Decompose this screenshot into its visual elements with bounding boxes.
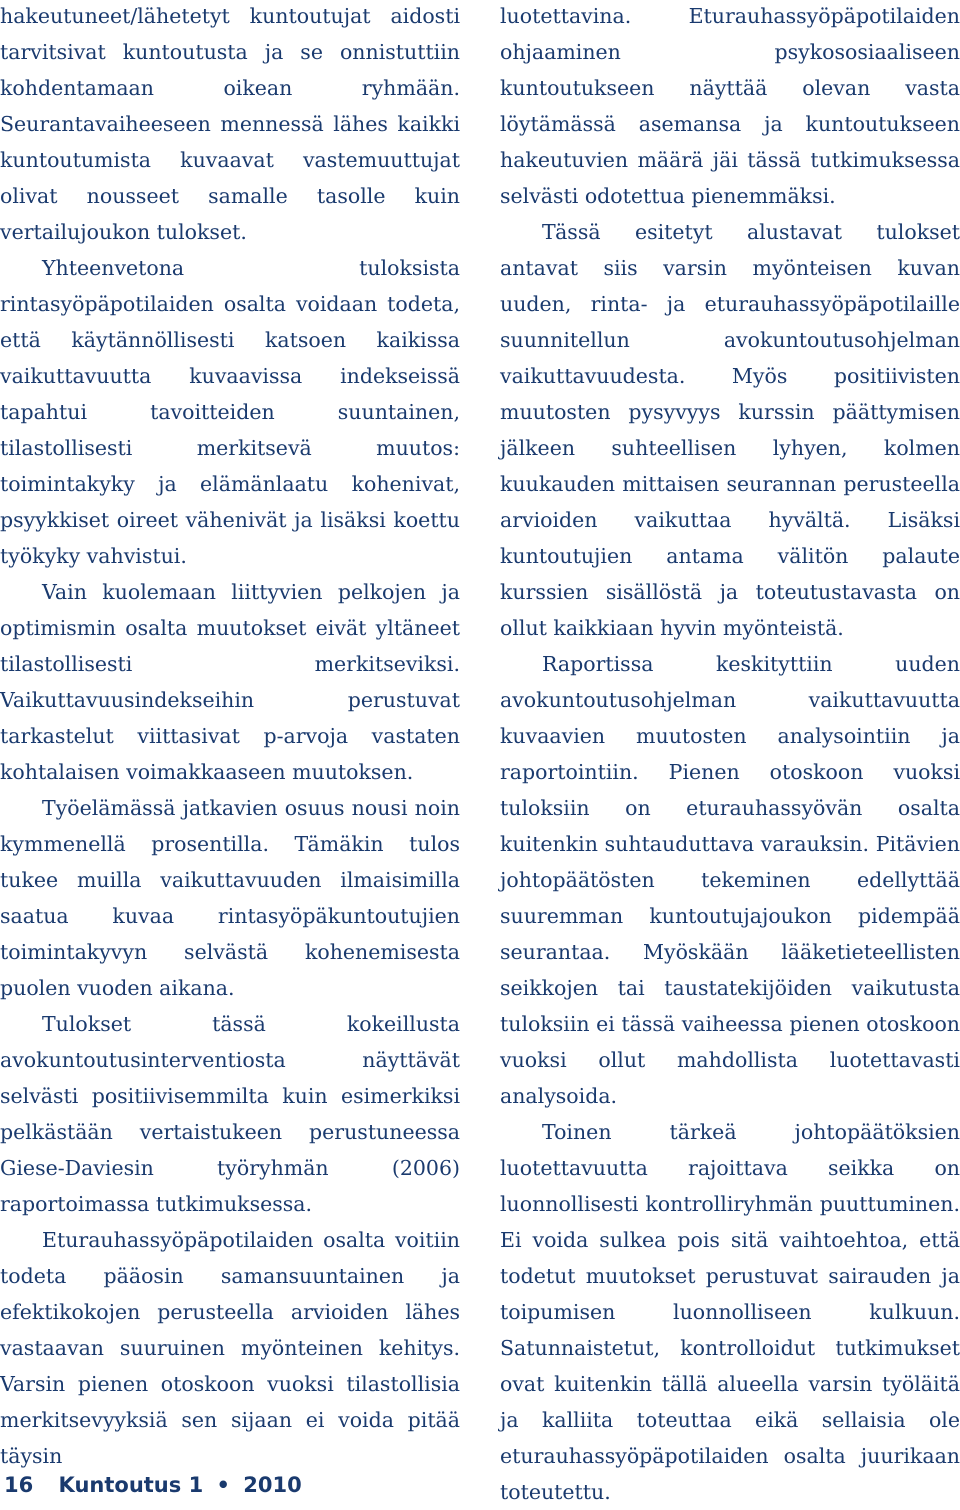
paragraph: Eturauhassyöpäpotilaiden osalta voitiin todeta pääosin samansuuntainen ja efektikokojen perusteella arvioiden lähes vastaavan suuruinen myönteinen kehitys. Varsin pienen otoskoon vuoksi tilastollisia merkitsevyyksiä sen sijaan ei voida pitää täysin <box>0 1228 460 1468</box>
paragraph: Raportissa keskityttiin uuden avokuntoutusohjelman vaikuttavuutta kuvaavien muutosten analysointiin ja raportointiin. Pienen otoskoon vuoksi tuloksiin on eturauhassyövän osalta kuitenkin suhtauduttava varauksin. Pitävien johtopäätösten tekeminen edellyttää suuremman kuntoutujajoukon pidempää seurantaa. Myöskään lääketieteellisten seikkojen tai taustatekijöiden vaikutusta tuloksiin ei tässä vaiheessa pienen otoskoon vuoksi ollut mahdollista luotettavasti analysoida. <box>500 652 960 1108</box>
bullet-separator: • <box>216 1473 230 1497</box>
paragraph: Tässä esitetyt alustavat tulokset antavat siis varsin myönteisen kuvan uuden, rinta- ja eturauhassyöpäpotilaille suunnitellun avokuntoutusohjelman vaikuttavuudesta. Myös positiivisten muutosten pysyvyys kurssin päättymisen jälkeen suhteellisen lyhyen, kolmen kuukauden mittaisen seurannan perusteella arvioiden vaikuttaa hyvältä. Lisäksi kuntoutujien antama välitön palaute kurssien sisällöstä ja toteutustavasta on ollut kaikkiaan hyvin myönteistä. <box>500 220 960 640</box>
paragraph: Toinen tärkeä johtopäätöksien luotettavuutta rajoittava seikka on luonnollisesti kontrolliryhmän puuttuminen. Ei voida sulkea pois sitä vaihtoehtoa, että todetut muutokset perustuvat sairauden ja toipumisen luonnolliseen kulkuun. Satunnaistetut, kontrolloidut tutkimukset ovat kuitenkin tällä alueella varsin työläitä ja kalliita toteuttaa eikä sellaisia ole eturauhassyöpäpotilaiden osalta juurikaan toteutettu. <box>500 1120 960 1504</box>
page-number: 16 <box>4 1473 34 1497</box>
page-footer <box>4 1466 302 1504</box>
paragraph: luotettavina. Eturauhassyöpäpotilaiden ohjaaminen psykososiaaliseen kuntoutukseen näyttää olevan vasta löytämässä asemansa ja kuntoutukseen hakeutuvien määrä jäi tässä tutkimuksessa selvästi odotettua pienemmäksi. <box>500 4 960 208</box>
publication-name: Kuntoutus 1 <box>58 1473 204 1497</box>
paragraph: Työelämässä jatkavien osuus nousi noin kymmenellä prosentilla. Tämäkin tulos tukee muilla vaikuttavuuden ilmaisimilla saatua kuvaa rintasyöpäkuntoutujien toimintakyvyn selvästä kohenemisesta puolen vuoden aikana. <box>0 796 460 1000</box>
publication-year: 2010 <box>243 1473 302 1497</box>
paragraph: Vain kuolemaan liittyvien pelkojen ja optimismin osalta muutokset eivät yltäneet tilastollisesti merkitseviksi. Vaikuttavuusindekseihin perustuvat tarkastelut viittasivat p-arvoja vastaten kohtalaisen voimakkaaseen muutoksen. <box>0 580 460 784</box>
right-text-column <box>500 0 960 1510</box>
paragraph: Tulokset tässä kokeillusta avokuntoutusinterventiosta näyttävät selvästi positiivisemmilta kuin esimerkiksi pelkästään vertaistukeen perustuneessa Giese-Daviesin työryhmän (2006) raportoimassa tutkimuksessa. <box>0 1012 460 1216</box>
left-text-column <box>0 0 460 1474</box>
paragraph: hakeutuneet/lähetetyt kuntoutujat aidosti tarvitsivat kuntoutusta ja se onnistuttiin kohdentamaan oikean ryhmään. Seurantavaiheeseen mennessä lähes kaikki kuntoutumista kuvaavat vastemuuttujat olivat nousseet samalle tasolle kuin vertailujoukon tulokset. <box>0 4 460 244</box>
paragraph: Yhteenvetona tuloksista rintasyöpäpotilaiden osalta voidaan todeta, että käytännöllisesti katsoen kaikissa vaikuttavuutta kuvaavissa indekseissä tapahtui tavoitteiden suuntainen, tilastollisesti merkitsevä muutos: toimintakyky ja elämänlaatu kohenivat, psyykkiset oireet vähenivät ja lisäksi koettu työkyky vahvistui. <box>0 256 460 568</box>
